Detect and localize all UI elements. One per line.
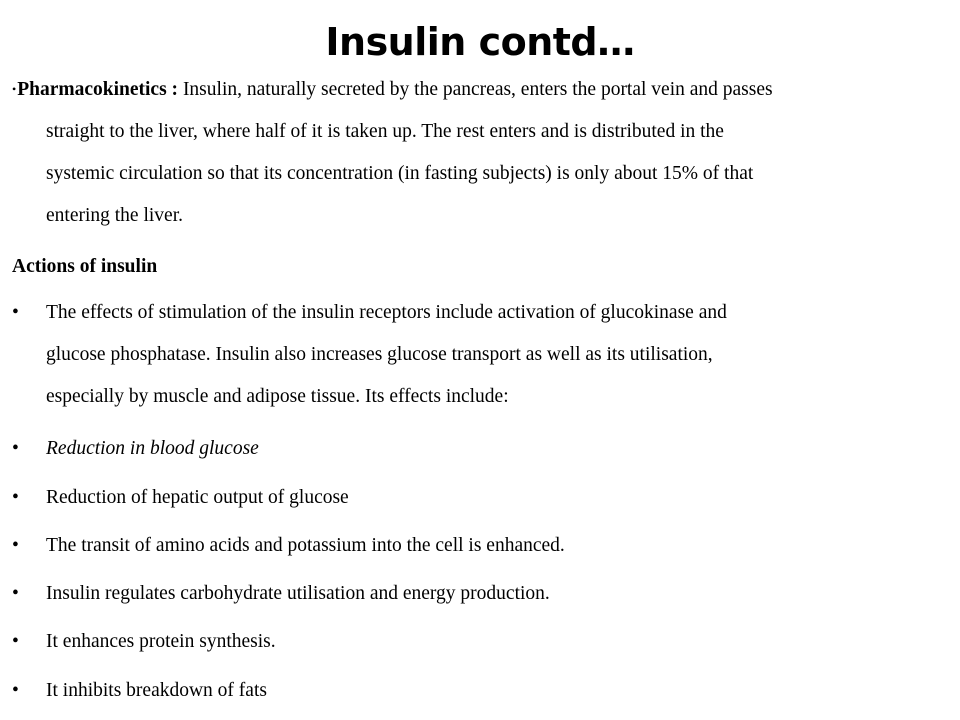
bullet-line: The effects of stimulation of the insulin receptors include activation of glucokinase and [46,302,727,323]
bullet-line: Insulin regulates carbohydrate utilisation and energy production. [46,583,550,604]
bullet-line: Reduction of hepatic output of glucose [46,487,349,508]
slide-title: Insulin contd… [325,20,635,64]
pharmacokinetics-label: Pharmacokinetics : [17,79,179,100]
actions-heading: Actions of insulin [12,256,158,277]
bullet-item-protein [12,621,950,663]
bullet-icon: • [12,631,19,652]
bullet-icon: • [12,438,19,459]
bullet-item-carbohydrate [12,573,950,615]
bullet-line: It enhances protein synthesis. [46,631,276,652]
bullet-item-blood-glucose [12,428,950,470]
pharmacokinetics-line-3: systemic circulation so that its concentration (in fasting subjects) is only about 15% of that [46,163,754,184]
bullet-icon: • [12,302,19,323]
bullet-icon: • [12,583,19,604]
bullet-item-fats [12,670,950,712]
bullet-line: It inhibits breakdown of fats [46,680,267,701]
pharmacokinetics-line-2: straight to the liver, where half of it is taken up. The rest enters and is distributed in the [46,121,724,142]
pharmacokinetics-line-1 [12,68,950,111]
bullet-icon: • [12,82,17,96]
bullet-line: especially by muscle and adipose tissue. Its effects include: [46,386,509,407]
bullet-item-hepatic-output [12,477,950,519]
pharmacokinetics-text: Insulin, naturally secreted by the pancreas, enters the portal vein and passes [178,79,773,100]
bullet-line: glucose phosphatase. Insulin also increases glucose transport as well as its utilisation, [46,344,713,365]
bullet-item-amino-acids [12,525,950,567]
bullet-line: The transit of amino acids and potassium into the cell is enhanced. [46,535,565,556]
bullet-icon: • [12,680,19,701]
bullet-icon: • [12,487,19,508]
bullet-item-receptors [12,292,950,418]
pharmacokinetics-paragraph [12,68,950,237]
bullet-line: Reduction in blood glucose [46,438,259,459]
bullet-icon: • [12,535,19,556]
pharmacokinetics-line-4: entering the liver. [46,205,183,226]
